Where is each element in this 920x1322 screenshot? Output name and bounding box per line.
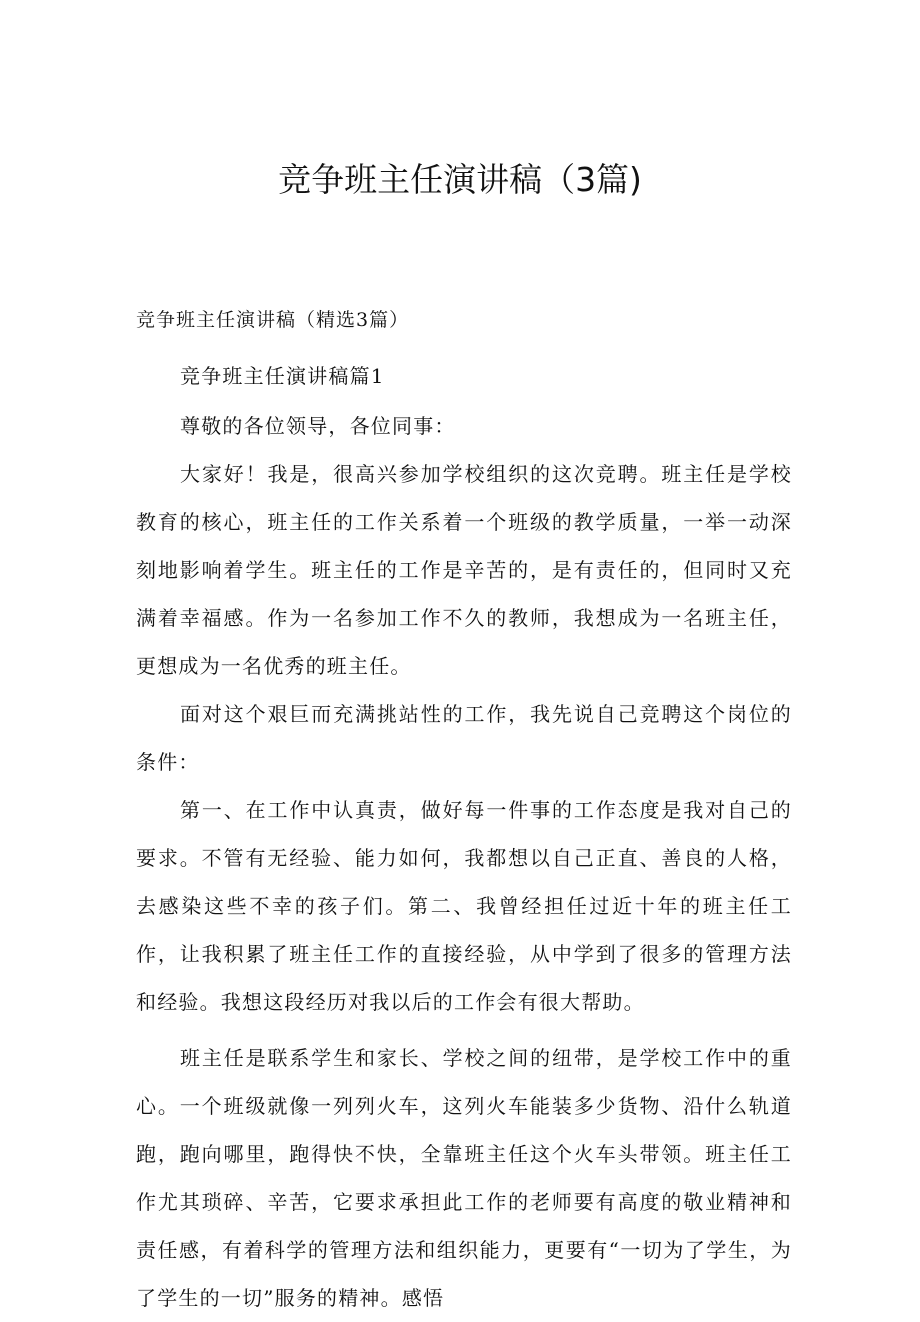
salutation: 尊敬的各位领导，各位同事： (180, 414, 456, 438)
paragraph: 第一、在工作中认真责，做好每一件事的工作态度是我对自己的要求。不管有无经验、能力如何，我都想以自己正直、善良的人格，去感染这些不幸的孩子们。第二、我曾经担任过近十年的班主任工作，让我积累了班主任工作的直接经验，从中学到了很多的管理方法和经验。我想这段经历对我以后的工作会有很大帮助。 (136, 798, 792, 1014)
document-title: 竞争班主任演讲稿（3篇) (278, 160, 642, 199)
document-subtitle: 竞争班主任演讲稿（精选3篇） (136, 309, 410, 331)
paragraph: 面对这个艰巨而充满挑站性的工作，我先说自己竞聘这个岗位的条件： (136, 702, 792, 774)
paragraph: 班主任是联系学生和家长、学校之间的纽带，是学校工作中的重心。一个班级就像一列列火车，这列火车能装多少货物、沿什么轨道跑，跑向哪里，跑得快不快，全靠班主任这个火车头带领。班主任工作尤其琐碎、辛苦，它要求承担此工作的老师要有高度的敬业精神和责任感，有着科学的管理方法和组织能力，更要有“一切为了学生，为了学生的一切”服务的精神。感悟 (136, 1046, 792, 1310)
paragraph: 大家好！我是，很高兴参加学校组织的这次竞聘。班主任是学校教育的核心，班主任的工作关系着一个班级的教学质量，一举一动深刻地影响着学生。班主任的工作是辛苦的，是有责任的，但同时又充满着幸福感。作为一名参加工作不久的教师，我想成为一名班主任，更想成为一名优秀的班主任。 (136, 462, 792, 678)
section-heading: 竞争班主任演讲稿篇1 (180, 364, 385, 388)
document-body (136, 352, 792, 1322)
